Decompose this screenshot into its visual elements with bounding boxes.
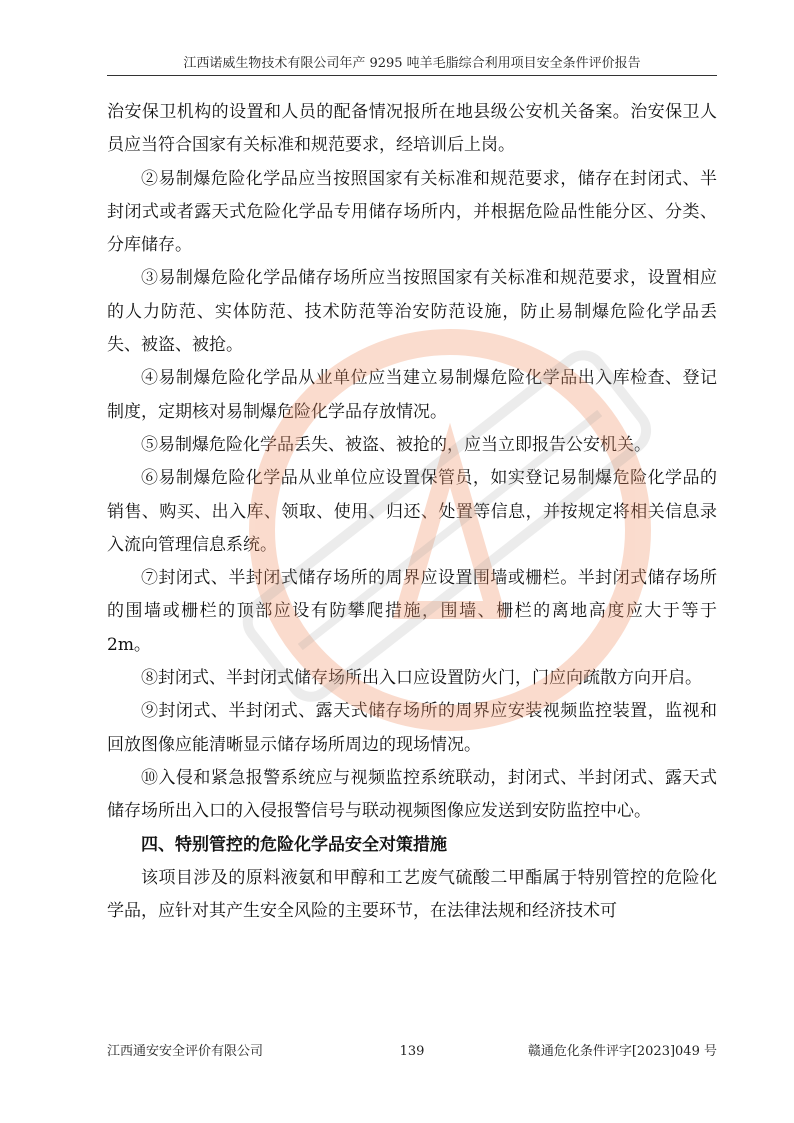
section-heading: 四、特别管控的危险化学品安全对策措施 bbox=[141, 834, 447, 855]
section-body: 该项目涉及的原料液氨和甲醇和工艺废气硫酸二甲酯属于特别管控的危险化学品，应针对其产生安全风险的主要环节，在法律法规和经济技术可 bbox=[107, 867, 717, 922]
paragraph-9: ⑨封闭式、半封闭式、露天式储存场所的周界应安装视频监控装置，监视和回放图像应能清晰显示储存场所周边的现场情况。 bbox=[107, 701, 717, 755]
paragraph-1: 治安保卫机构的设置和人员的配备情况报所在地县级公安机关备案。治安保卫人员应当符合国家有关标准和规范要求，经培训后上岗。 bbox=[107, 102, 717, 156]
header-divider bbox=[107, 75, 717, 76]
paragraph-8: ⑧封闭式、半封闭式储存场所出入口应设置防火门，门应向疏散方向开启。 bbox=[141, 668, 702, 689]
document-body bbox=[107, 96, 717, 928]
footer-doc-number: 赣通危化条件评字[2023]049 号 bbox=[527, 1044, 717, 1059]
paragraph-7: ⑦封闭式、半封闭式储存场所的周界应设置围墙或栅栏。半封闭式储存场所的围墙或栅栏的顶部应设有防攀爬措施，围墙、栅栏的离地高度应大于等于 2m。 bbox=[107, 568, 717, 655]
paragraph-2: ②易制爆危险化学品应当按照国家有关标准和规范要求，储存在封闭式、半封闭式或者露天式危险化学品专用储存场所内，并根据危险品性能分区、分类、分库储存。 bbox=[107, 168, 717, 256]
page-header bbox=[107, 54, 717, 74]
paragraph-4: ④易制爆危险化学品从业单位应当建立易制爆危险化学品出入库检查、登记制度，定期核对易制爆危险化学品存放情况。 bbox=[107, 368, 717, 422]
header-title: 江西诺威生物技术有限公司年产 9295 吨羊毛脂综合利用项目安全条件评价报告 bbox=[183, 56, 641, 71]
footer-page-number: 139 bbox=[399, 1044, 425, 1059]
paragraph-10: ⑩入侵和紧急报警系统应与视频监控系统联动，封闭式、半封闭式、露天式储存场所出入口的入侵报警信号与联动视频图像应发送到安防监控中心。 bbox=[107, 767, 717, 822]
paragraph-5: ⑤易制爆危险化学品丢失、被盗、被抢的，应当立即报告公安机关。 bbox=[141, 434, 651, 455]
paragraph-3: ③易制爆危险化学品储存场所应当按照国家有关标准和规范要求，设置相应的人力防范、实体防范、技术防范等治安防范设施，防止易制爆危险化学品丢失、被盗、被抢。 bbox=[107, 268, 717, 356]
footer-company: 江西通安安全评价有限公司 bbox=[107, 1044, 264, 1059]
paragraph-6: ⑥易制爆危险化学品从业单位应设置保管员，如实登记易制爆危险化学品的销售、购买、出入库、领取、使用、归还、处置等信息，并按规定将相关信息录入流向管理信息系统。 bbox=[107, 468, 717, 555]
